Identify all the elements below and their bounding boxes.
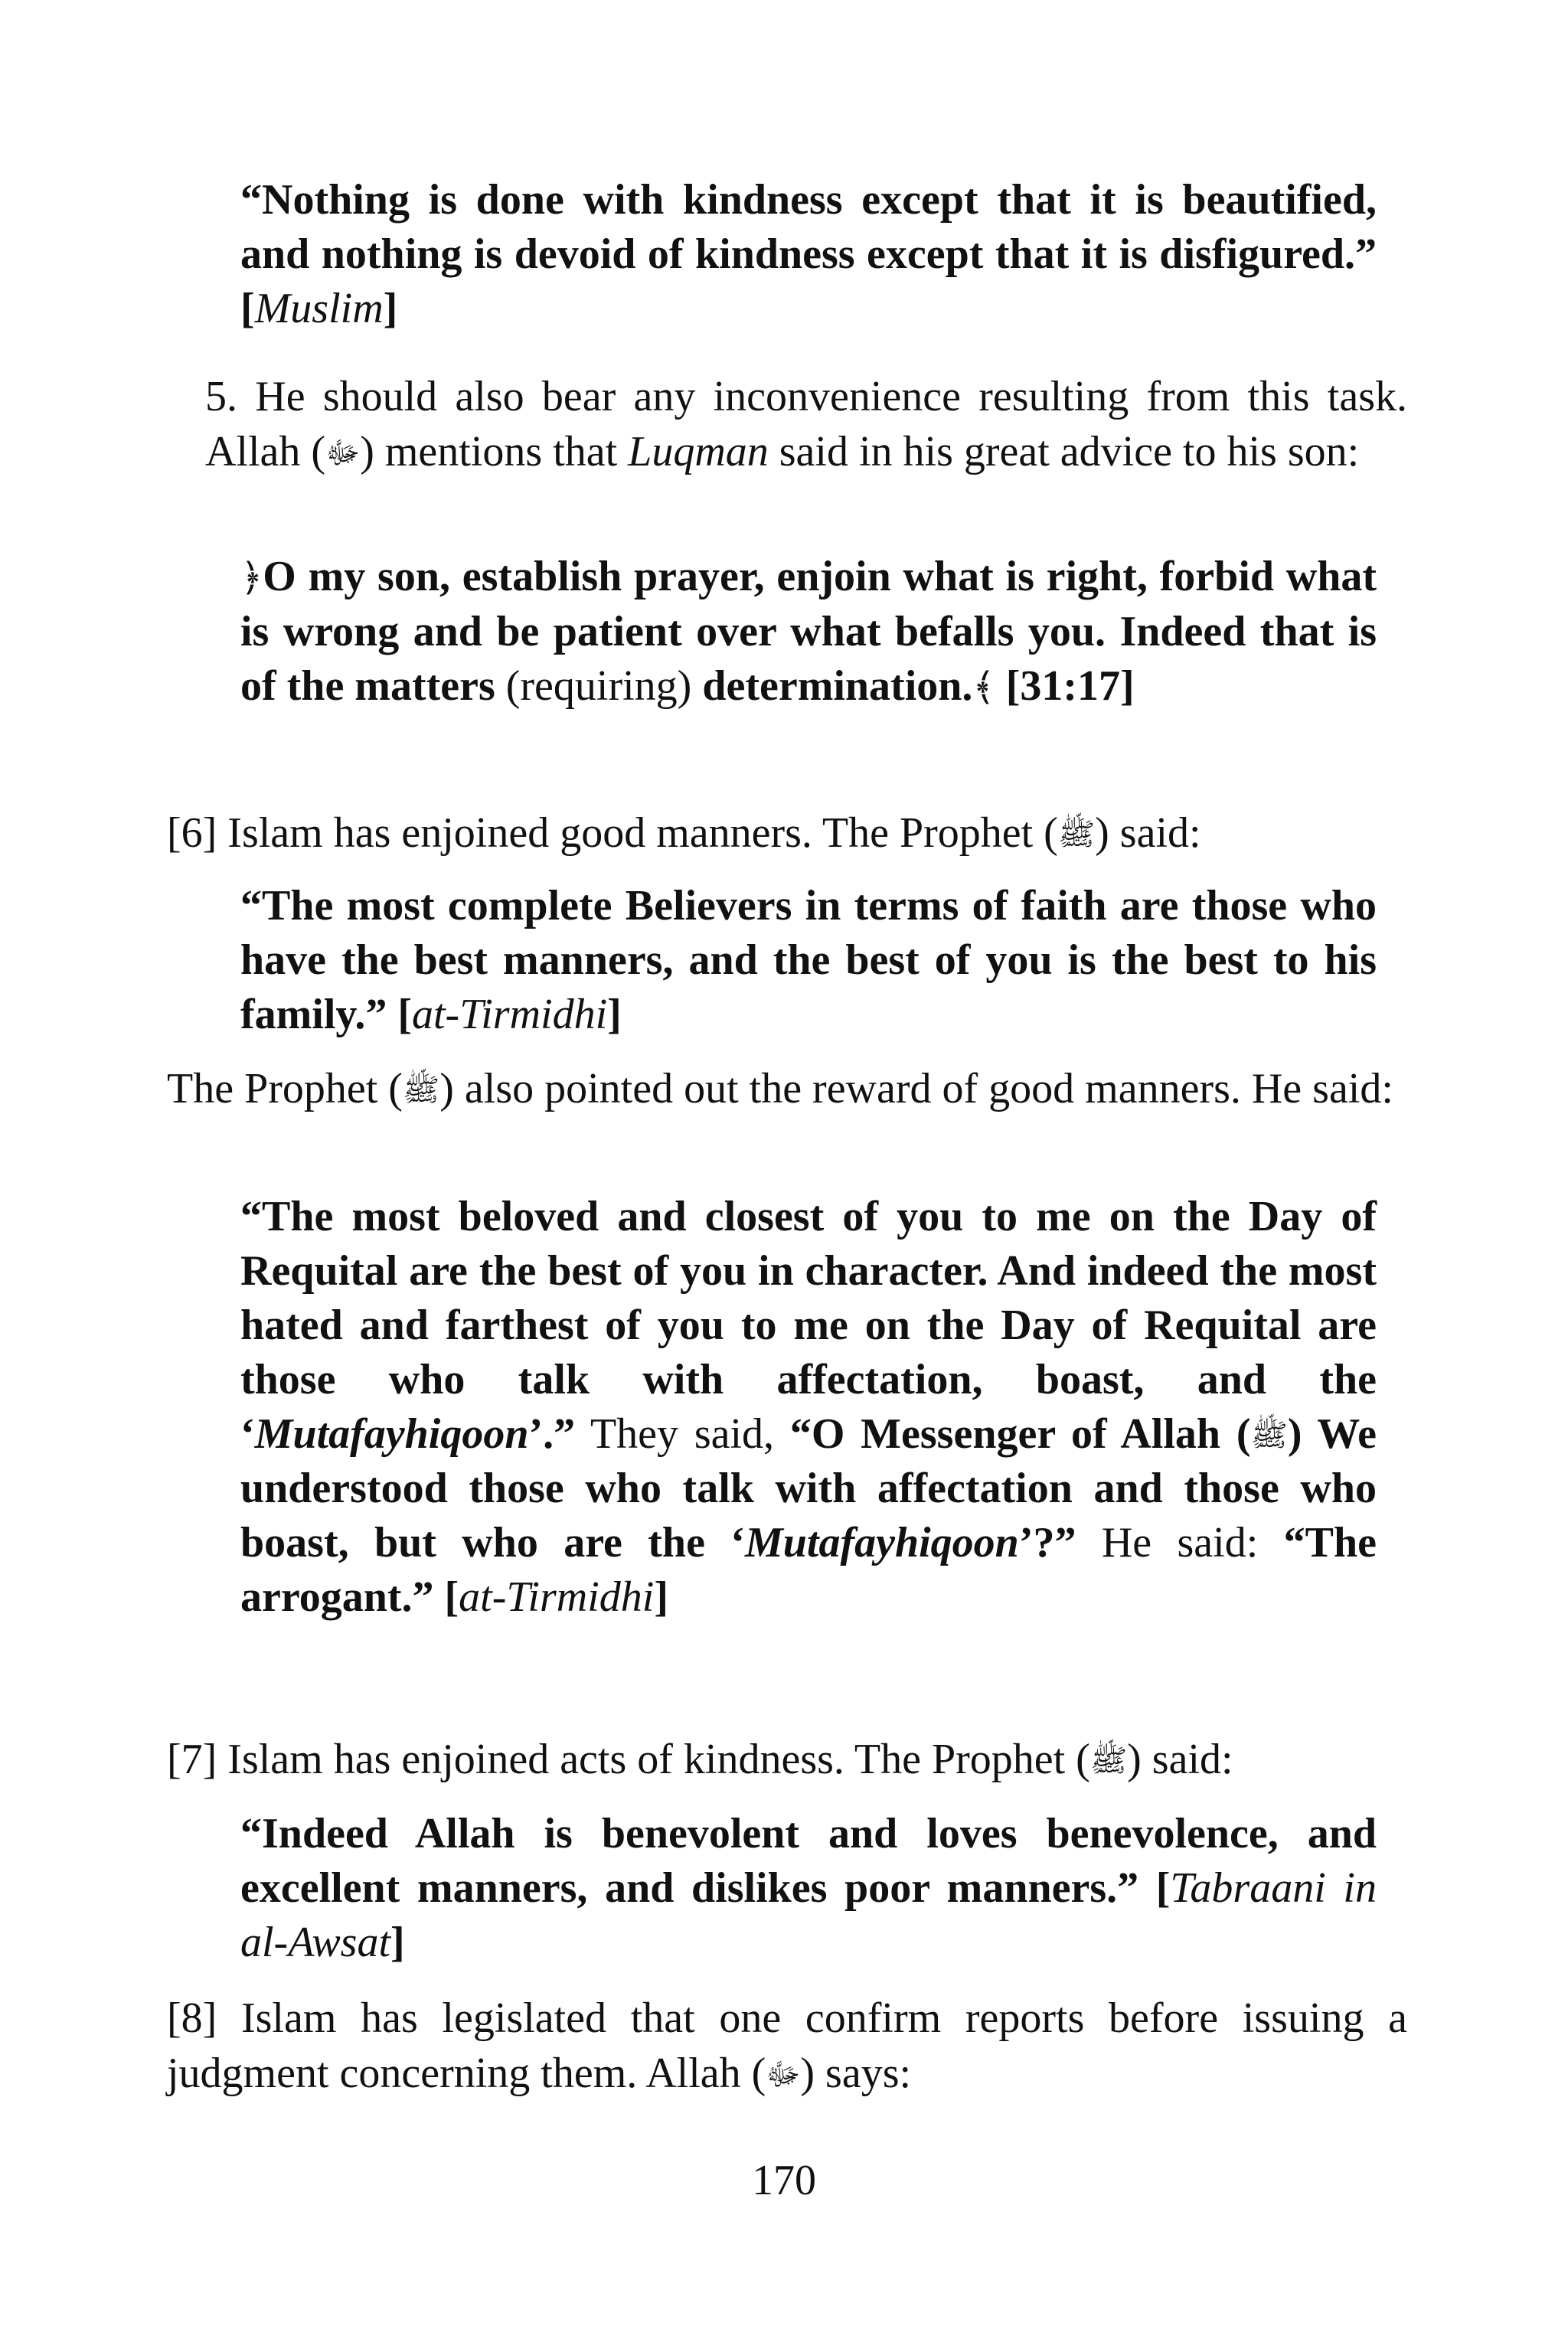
quote-text: “The most beloved and closest of you to me on the Day of Requital are the best of you in character. And indeed the most hated and farthest of you to me on the Day of Requital are those who talk with affectation, boast, and the ‘ [240, 1193, 1377, 1458]
narration-text: They said, [575, 1410, 790, 1458]
paragraph-reward-manners [167, 1061, 1407, 1116]
source-bracket-close: ] [607, 991, 622, 1038]
quran-quote-31-17 [240, 550, 1377, 714]
paragraph-text: [6] Islam has enjoined good manners. The Prophet ( [167, 809, 1058, 857]
narration-text: He said: [1076, 1519, 1284, 1566]
honorific-glyph: ﷺ [402, 1073, 440, 1107]
paragraph-point-7 [167, 1732, 1407, 1787]
source-citation: at-Tirmidhi [411, 991, 608, 1038]
source-bracket-close: ] [390, 1919, 405, 1966]
paragraph-text: The Prophet ( [167, 1065, 403, 1112]
paragraph-text: ) says: [800, 2050, 912, 2097]
honorific-glyph: ﷻ [325, 436, 361, 470]
honorific-glyph: ﷺ [1057, 817, 1096, 851]
hadith-quote-character [240, 1190, 1377, 1625]
verse-text: determination. [702, 662, 973, 710]
source-bracket-close: ] [654, 1573, 668, 1621]
source-bracket-close: ] [383, 285, 398, 332]
source-citation: at-Tirmidhi [459, 1573, 655, 1621]
quote-text: ’.” [528, 1410, 576, 1458]
quote-text: “O Messenger of Allah ( [789, 1410, 1251, 1458]
honorific-glyph: ﷺ [1250, 1418, 1288, 1452]
term-mutafayhiqoon: Mutafayhiqoon [254, 1410, 529, 1458]
paragraph-text: ) said: [1127, 1736, 1233, 1783]
ornate-parenthesis-close: ﴾ [972, 665, 995, 708]
paragraph-point-6 [167, 805, 1407, 861]
quote-text: “Nothing is done with kindness except that it is beautified, and nothing is devoid of kindness except that it is disfigured.” [240, 176, 1377, 278]
page-number: 170 [752, 2157, 816, 2204]
quote-text: “Indeed Allah is benevolent and loves benevolence, and excellent manners, and dislikes poor manners.” [240, 1810, 1377, 1912]
hadith-quote-believers [240, 879, 1377, 1042]
paragraph-point-8 [167, 1991, 1407, 2101]
term-mutafayhiqoon: Mutafayhiqoon [744, 1519, 1019, 1566]
honorific-glyph: ﷻ [766, 2057, 801, 2092]
paragraph-text: ) said: [1095, 809, 1201, 857]
verse-interpolation: (requiring) [495, 662, 703, 710]
paragraph-text: [7] Islam has enjoined acts of kindness. The Prophet ( [167, 1736, 1090, 1783]
source-bracket-open: [ [240, 285, 255, 332]
ornate-parenthesis-open: ﴿ [240, 556, 263, 599]
person-name: Luqman [628, 428, 769, 475]
source-bracket-open: [ [387, 991, 412, 1038]
paragraph-text: 5. He should also bear any inconvenience resulting from this task. Allah ( [205, 373, 1407, 475]
paragraph-text: ) mentions that [360, 428, 629, 475]
honorific-glyph: ﷺ [1089, 1743, 1128, 1778]
paragraph-point-5 [205, 369, 1407, 479]
hadith-quote-benevolence [240, 1807, 1377, 1970]
source-bracket-open: [ [1138, 1864, 1171, 1912]
verse-text: O my son, establish prayer, enjoin what is right, forbid what is wrong and be patient over what befalls you. Indeed that is of the matters [240, 553, 1377, 710]
paragraph-text: ) also pointed out the reward of good manners. He said: [439, 1065, 1393, 1112]
paragraph-text: [8] Islam has legislated that one confirm reports before issuing a judgment concerning them. Allah ( [167, 1994, 1407, 2097]
verse-reference: [31:17] [995, 662, 1135, 710]
quote-text: ’?” [1018, 1519, 1076, 1566]
hadith-quote-kindness [240, 173, 1377, 336]
paragraph-text: said in his great advice to his son: [768, 428, 1360, 475]
source-bracket-open: [ [433, 1573, 459, 1621]
source-citation: Muslim [254, 285, 384, 332]
source-citation: Tabraani in al-Awsat [240, 1864, 1377, 1966]
quote-text: “The most complete Believers in terms of faith are those who have the best manners, and the best of you is the best to his family.” [240, 882, 1377, 1038]
quote-text: ) We understood those who talk with affectation and those who boast, but who are the ‘ [240, 1410, 1377, 1566]
quote-text: “The arrogant.” [240, 1519, 1377, 1621]
